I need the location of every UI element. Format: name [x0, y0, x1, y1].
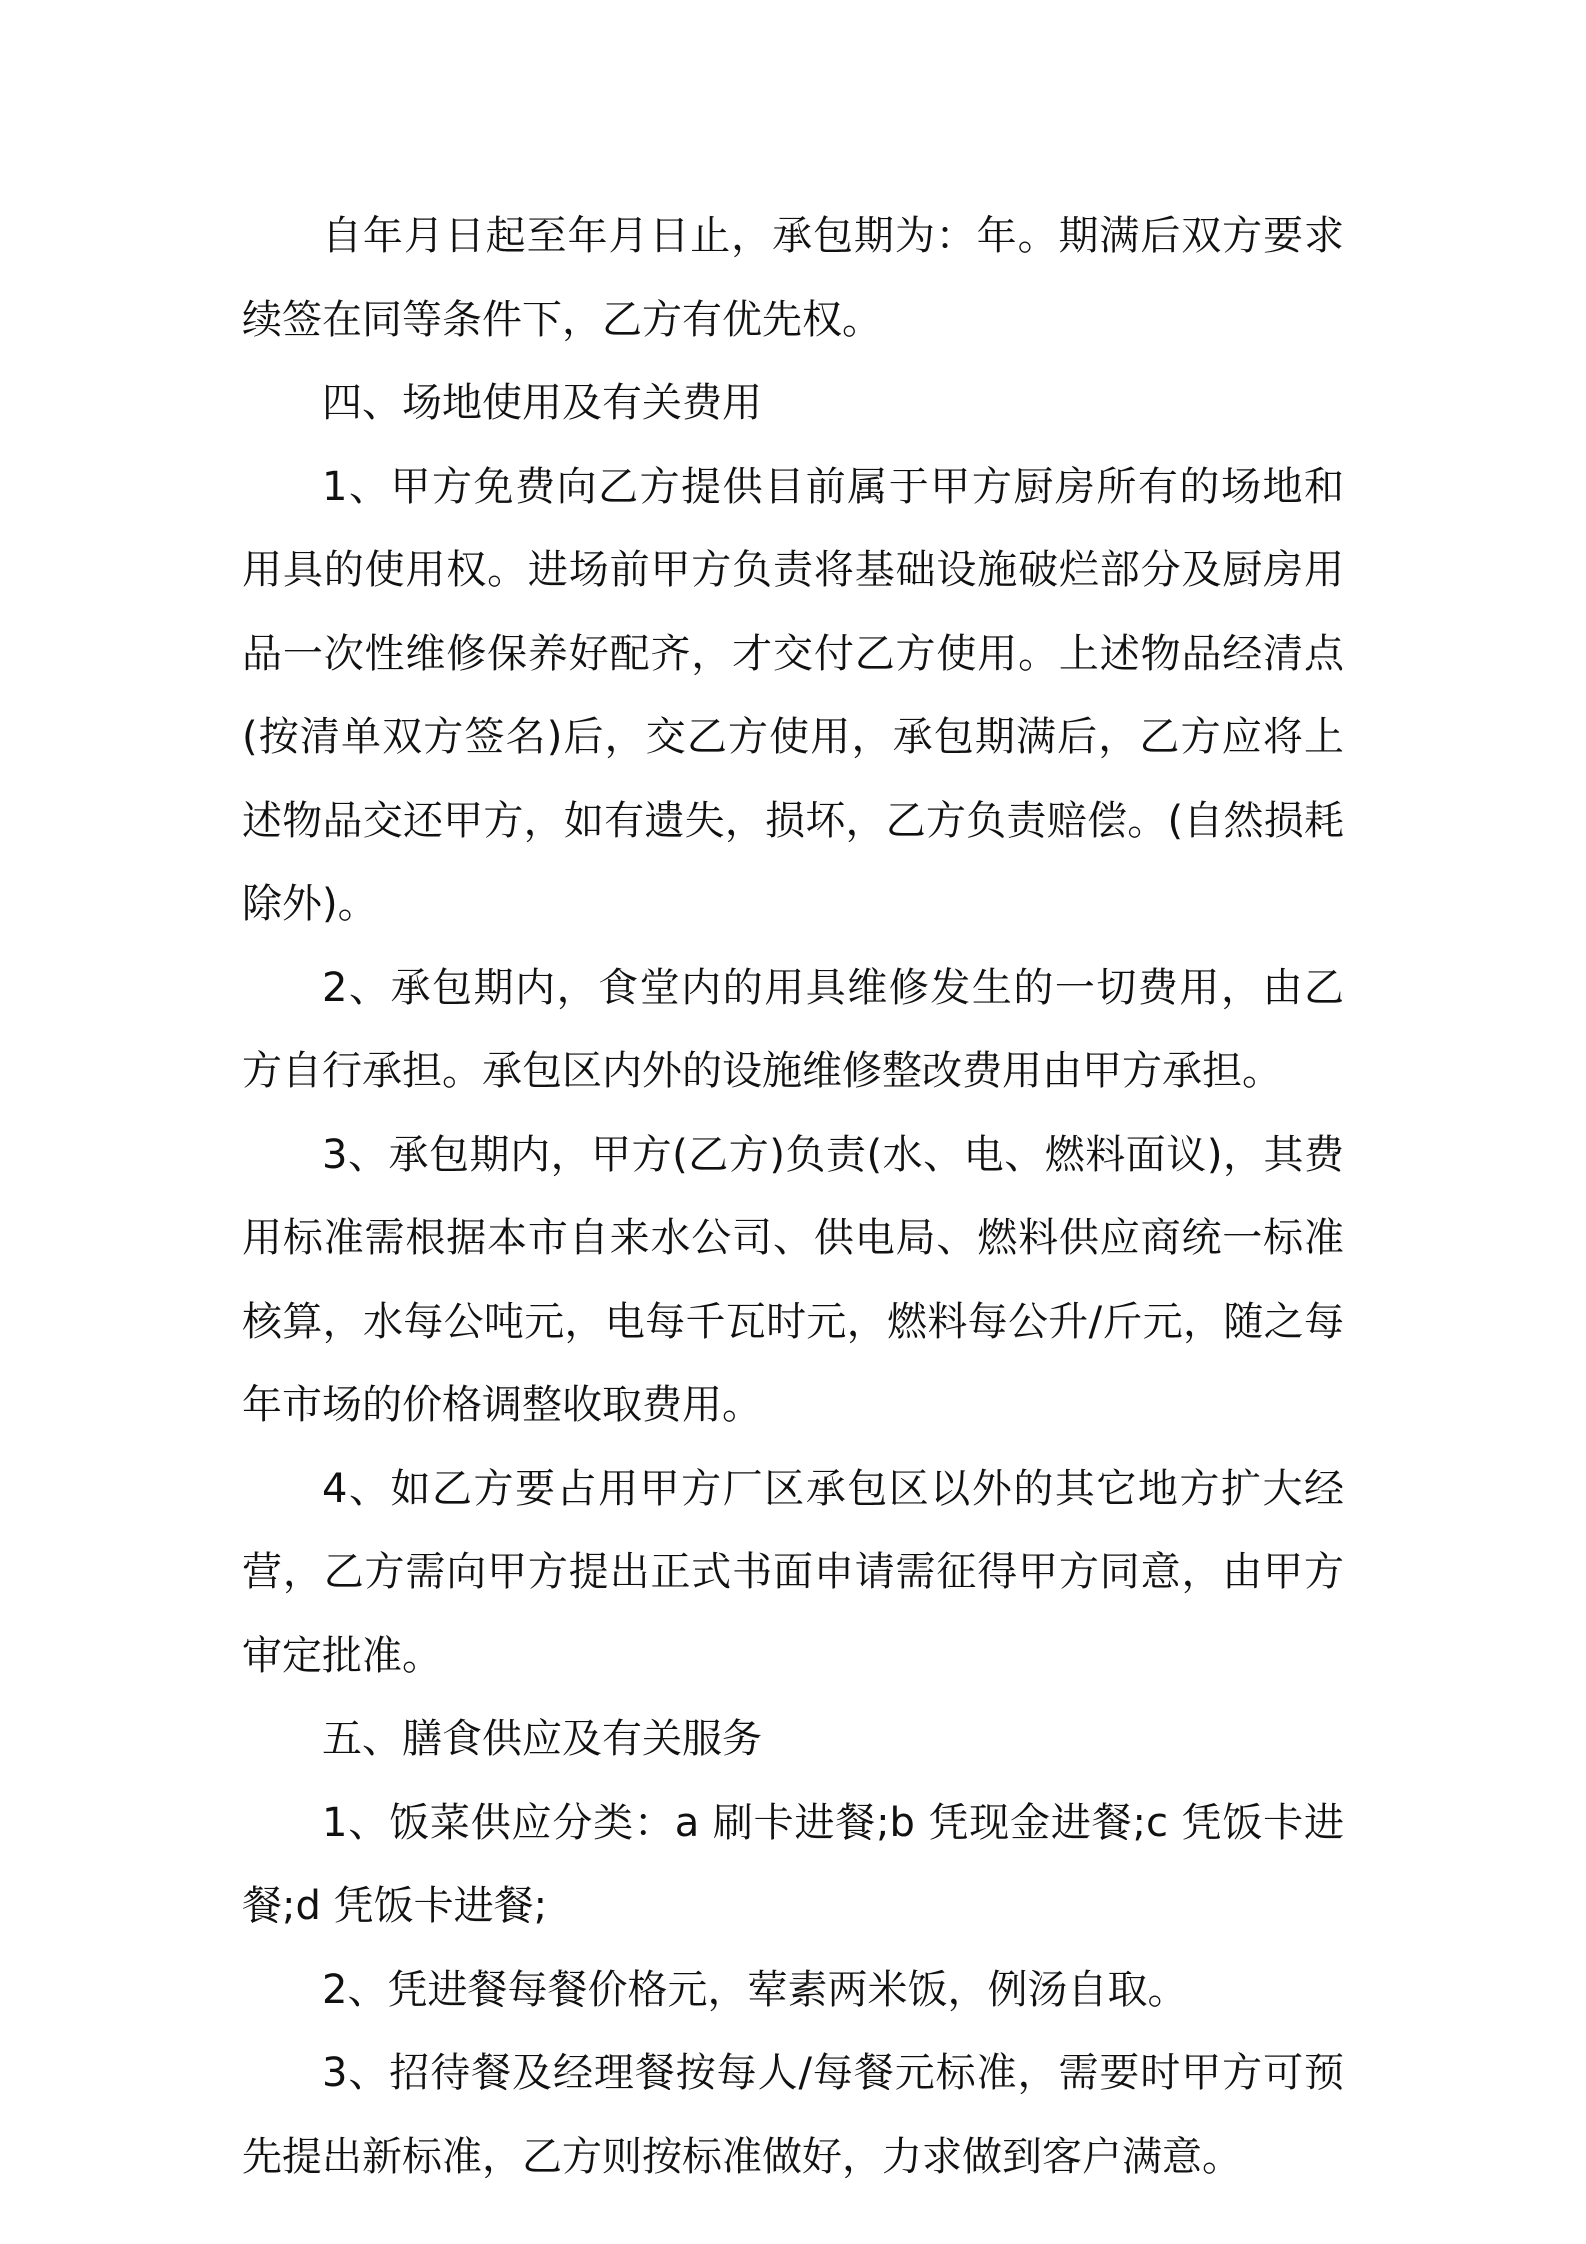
- section-heading-site-use-and-fees: 四、场地使用及有关费用: [322, 380, 762, 426]
- paragraph-clause-4-2: 2、承包期内，食堂内的用具维修发生的一切费用，由乙方自行承担。承包区内外的设施维修整改费用由甲方承担。: [242, 964, 1344, 1094]
- document-page: [242, 195, 1344, 2199]
- paragraph-clause-5-1: 1、饭菜供应分类：a 刷卡进餐;b 凭现金进餐;c 凭饭卡进餐;d 凭饭卡进餐;: [242, 1799, 1344, 1929]
- paragraph-clause-5-2: 2、凭进餐每餐价格元，荤素两米饭，例汤自取。: [322, 1966, 1188, 2013]
- paragraph-clause-5-3: 3、招待餐及经理餐按每人/每餐元标准，需要时甲方可预先提出新标准，乙方则按标准做好，力求做到客户满意。: [242, 2050, 1344, 2180]
- paragraph-contract-term: 自年月日起至年月日止，承包期为：年。期满后双方要求续签在同等条件下，乙方有优先权。: [242, 213, 1344, 343]
- paragraph-clause-4-1: 1、甲方免费向乙方提供目前属于甲方厨房所有的场地和用具的使用权。进场前甲方负责将基础设施破烂部分及厨房用品一次性维修保养好配齐，才交付乙方使用。上述物品经清点(按清单双方签名)后，交乙方使用，承包期满后，乙方应将上述物品交还甲方，如有遗失，损坏，乙方负责赔偿。(自然损耗除外)。: [242, 463, 1344, 927]
- paragraph-clause-4-3: 3、承包期内，甲方(乙方)负责(水、电、燃料面议)，其费用标准需根据本市自来水公司、供电局、燃料供应商统一标准核算，水每公吨元，电每千瓦时元，燃料每公升/斤元，随之每年市场的价格调整收取费用。: [242, 1131, 1344, 1428]
- section-heading-meal-supply-and-services: 五、膳食供应及有关服务: [322, 1716, 762, 1762]
- paragraph-clause-4-4: 4、如乙方要占用甲方厂区承包区以外的其它地方扩大经营，乙方需向甲方提出正式书面申请需征得甲方同意，由甲方审定批准。: [242, 1465, 1344, 1679]
